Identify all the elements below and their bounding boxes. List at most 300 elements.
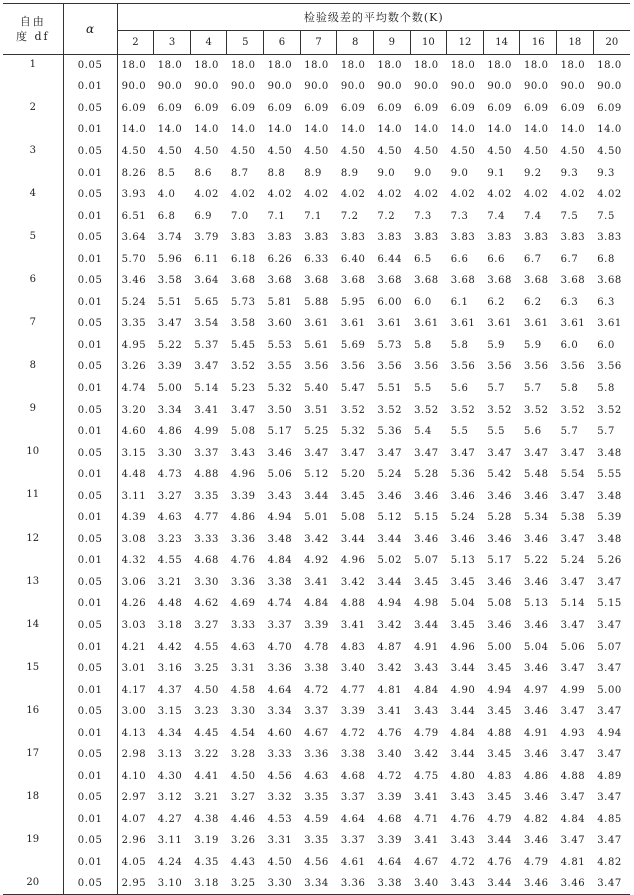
value-cell: 3.44 (304, 490, 329, 502)
value-cell: 3.46 (487, 619, 513, 631)
df-cell: 12 (3, 529, 63, 572)
value-cell: 4.02 (340, 189, 366, 201)
value-cell: 5.04 (450, 598, 476, 610)
value-cell: 6.8 (157, 210, 176, 222)
value-cell: 5.02 (377, 555, 403, 567)
value-cell: 4.84 (267, 555, 293, 567)
value-cell: 4.50 (523, 145, 549, 157)
value-cell: 4.84 (450, 727, 476, 739)
value-cell: 90.0 (304, 81, 329, 93)
value-cell: 3.36 (304, 749, 329, 761)
alpha-cell: 0.01 (63, 464, 117, 486)
value-cell: 3.93 (121, 189, 147, 201)
value-cell: 4.68 (194, 555, 220, 567)
value-cell: 3.43 (267, 490, 293, 502)
value-cell: 3.41 (414, 835, 439, 847)
table-row (3, 679, 630, 701)
value-cell: 18.0 (304, 60, 329, 72)
value-cell: 3.44 (377, 576, 403, 588)
value-cell: 7.1 (304, 210, 322, 222)
value-cell: 3.23 (194, 706, 220, 718)
value-cell: 7.4 (487, 210, 506, 222)
value-cell: 3.83 (267, 232, 293, 244)
value-cell: 5.14 (194, 382, 220, 394)
value-cell: 3.06 (121, 576, 147, 588)
value-cell: 3.47 (560, 576, 586, 588)
value-cell: 4.63 (230, 641, 256, 653)
value-cell: 8.9 (304, 167, 322, 179)
value-cell: 3.12 (157, 792, 183, 804)
value-cell: 3.18 (190, 873, 227, 895)
value-cell: 4.88 (194, 469, 220, 481)
value-cell: 5.28 (487, 512, 513, 524)
value-cell: 3.46 (523, 749, 549, 761)
value-cell: 3.30 (264, 873, 301, 895)
value-cell: 4.94 (377, 598, 403, 610)
value-cell: 3.39 (157, 361, 183, 373)
value-cell: 4.94 (487, 684, 513, 696)
value-cell: 4.84 (414, 684, 439, 696)
value-cell: 3.46 (523, 576, 549, 588)
value-cell: 4.93 (560, 727, 586, 739)
value-cell: 4.17 (121, 684, 147, 696)
value-cell: 3.47 (560, 619, 586, 631)
table-row (3, 701, 630, 723)
value-cell: 3.83 (597, 232, 622, 244)
value-cell: 6.09 (414, 102, 439, 114)
value-cell: 6.09 (450, 102, 476, 114)
value-cell: 3.42 (304, 533, 329, 545)
k-value-header: 9 (373, 31, 410, 55)
value-cell: 2.96 (121, 835, 147, 847)
value-cell: 5.53 (267, 339, 293, 351)
value-cell: 7.2 (340, 210, 359, 222)
value-cell: 3.83 (304, 232, 329, 244)
value-cell: 5.54 (560, 469, 586, 481)
value-cell: 3.46 (520, 873, 557, 895)
value-cell: 5.7 (560, 426, 579, 438)
value-cell: 4.92 (304, 555, 329, 567)
table-row (3, 722, 630, 744)
value-cell: 5.5 (414, 382, 432, 394)
value-cell: 4.07 (121, 813, 147, 825)
value-cell: 3.43 (230, 447, 256, 459)
table-row (3, 98, 630, 120)
value-cell: 5.24 (121, 296, 147, 308)
df-cell: 17 (3, 744, 63, 787)
value-cell: 6.3 (560, 296, 579, 308)
table-row (3, 744, 630, 766)
value-cell: 90.0 (230, 81, 256, 93)
value-cell: 4.78 (304, 641, 329, 653)
value-cell: 5.25 (304, 426, 329, 438)
alpha-cell: 0.05 (63, 270, 117, 292)
value-cell: 3.33 (194, 533, 220, 545)
value-cell: 3.33 (267, 749, 293, 761)
value-cell: 3.44 (483, 873, 520, 895)
value-cell: 5.24 (450, 512, 476, 524)
value-cell: 18.0 (560, 60, 586, 72)
value-cell: 5.40 (304, 382, 329, 394)
value-cell: 3.18 (157, 619, 183, 631)
value-cell: 3.13 (157, 749, 183, 761)
value-cell: 5.51 (157, 296, 183, 308)
value-cell: 4.87 (377, 641, 403, 653)
value-cell: 5.08 (340, 512, 366, 524)
value-cell: 3.58 (157, 275, 183, 287)
value-cell: 4.50 (267, 145, 293, 157)
value-cell: 3.47 (414, 447, 439, 459)
value-cell: 90.0 (597, 81, 622, 93)
value-cell: 3.48 (597, 533, 622, 545)
value-cell: 4.02 (450, 189, 476, 201)
table-row (3, 572, 630, 594)
table-row (3, 292, 630, 314)
value-cell: 4.50 (597, 145, 622, 157)
value-cell: 6.7 (523, 253, 542, 265)
value-cell: 3.27 (157, 490, 183, 502)
value-cell: 5.17 (487, 555, 513, 567)
value-cell: 3.35 (304, 835, 329, 847)
value-cell: 4.59 (304, 813, 329, 825)
value-cell: 4.55 (157, 555, 183, 567)
table-row (3, 270, 630, 292)
value-cell: 5.07 (597, 641, 622, 653)
value-cell: 5.24 (377, 469, 403, 481)
value-cell: 3.44 (377, 533, 403, 545)
value-cell: 3.83 (230, 232, 256, 244)
value-cell: 90.0 (560, 81, 586, 93)
value-cell: 3.25 (227, 873, 264, 895)
value-cell: 4.53 (267, 813, 293, 825)
value-cell: 3.45 (414, 576, 439, 588)
alpha-cell: 0.01 (63, 292, 117, 314)
value-cell: 3.47 (560, 706, 586, 718)
value-cell: 3.39 (340, 706, 366, 718)
value-cell: 3.47 (597, 792, 622, 804)
value-cell: 4.77 (340, 684, 366, 696)
value-cell: 6.0 (414, 296, 432, 308)
value-cell: 4.72 (304, 684, 329, 696)
alpha-cell: 0.05 (63, 830, 117, 852)
value-cell: 5.24 (560, 555, 586, 567)
value-cell: 3.51 (304, 404, 329, 416)
df-cell: 8 (3, 356, 63, 399)
k-caption: 检验级差的平均数个数(K) (117, 4, 630, 31)
value-cell: 5.73 (377, 339, 403, 351)
value-cell: 3.61 (560, 318, 586, 330)
value-cell: 6.2 (487, 296, 506, 308)
value-cell: 4.50 (267, 857, 293, 868)
value-cell: 4.94 (597, 727, 622, 739)
df-cell: 15 (3, 658, 63, 701)
alpha-cell: 0.01 (63, 593, 117, 615)
value-cell: 9.0 (414, 167, 432, 179)
value-cell: 5.69 (340, 339, 366, 351)
value-cell: 3.68 (523, 275, 549, 287)
value-cell: 5.26 (597, 555, 622, 567)
value-cell: 5.61 (304, 339, 329, 351)
table-row (3, 205, 630, 227)
table-row (3, 830, 630, 852)
k-value-header: 12 (447, 31, 484, 55)
table-row (3, 464, 630, 486)
value-cell: 3.46 (121, 275, 147, 287)
value-cell: 4.02 (523, 189, 549, 201)
value-cell: 3.44 (414, 619, 439, 631)
value-cell: 4.89 (597, 770, 622, 782)
value-cell: 4.76 (450, 813, 476, 825)
value-cell: 14.0 (157, 124, 183, 136)
alpha-cell: 0.01 (63, 162, 117, 184)
value-cell: 4.60 (121, 426, 147, 438)
value-cell: 9.0 (377, 167, 396, 179)
value-cell: 4.21 (121, 641, 147, 653)
alpha-cell: 0.05 (63, 98, 117, 120)
value-cell: 8.5 (157, 167, 176, 179)
value-cell: 3.42 (377, 619, 403, 631)
value-cell: 4.42 (157, 641, 183, 653)
value-cell: 3.61 (597, 318, 622, 330)
value-cell: 3.39 (377, 835, 403, 847)
alpha-cell: 0.05 (63, 873, 117, 895)
value-cell: 3.21 (157, 576, 183, 588)
value-cell: 5.6 (450, 382, 469, 394)
value-cell: 4.41 (194, 770, 220, 782)
value-cell: 3.61 (304, 318, 329, 330)
value-cell: 5.8 (414, 339, 432, 351)
alpha-cell: 0.01 (63, 809, 117, 831)
value-cell: 4.50 (121, 145, 147, 157)
value-cell: 6.00 (377, 296, 403, 308)
value-cell: 7.3 (450, 210, 469, 222)
value-cell: 9.3 (560, 167, 579, 179)
table-row (3, 162, 630, 184)
value-cell: 3.47 (194, 361, 220, 373)
df-cell: 4 (3, 184, 63, 227)
value-cell: 3.83 (414, 232, 439, 244)
value-cell: 6.44 (377, 253, 403, 265)
value-cell: 4.84 (304, 598, 329, 610)
df-cell: 1 (3, 55, 63, 98)
table-row (3, 852, 630, 874)
value-cell: 5.55 (597, 469, 622, 481)
table-row (3, 442, 630, 464)
table-row (3, 809, 630, 831)
value-cell: 4.56 (267, 770, 293, 782)
value-cell: 3.08 (121, 533, 147, 545)
value-cell: 5.23 (230, 382, 256, 394)
value-cell: 3.43 (450, 835, 476, 847)
value-cell: 3.40 (377, 749, 403, 761)
value-cell: 14.0 (194, 124, 220, 136)
value-cell: 5.34 (523, 512, 549, 524)
value-cell: 5.36 (450, 469, 476, 481)
value-cell: 3.60 (267, 318, 293, 330)
value-cell: 3.46 (267, 447, 293, 459)
alpha-column-header: α (63, 4, 117, 55)
value-cell: 6.11 (194, 253, 220, 265)
value-cell: 3.48 (267, 533, 293, 545)
value-cell: 3.52 (597, 404, 622, 416)
value-cell: 3.56 (450, 361, 476, 373)
value-cell: 3.56 (377, 361, 403, 373)
value-cell: 5.8 (597, 382, 615, 394)
value-cell: 3.39 (304, 619, 329, 631)
table-body (3, 55, 630, 895)
table-row (3, 55, 630, 77)
value-cell: 3.11 (157, 835, 183, 847)
k-value-header: 8 (337, 31, 374, 55)
value-cell: 3.28 (230, 749, 256, 761)
alpha-cell: 0.05 (63, 399, 117, 421)
value-cell: 3.30 (194, 576, 220, 588)
k-value-header: 18 (557, 31, 594, 55)
value-cell: 3.68 (304, 275, 329, 287)
value-cell: 5.13 (523, 598, 549, 610)
value-cell: 5.70 (121, 253, 147, 265)
value-cell: 5.06 (560, 641, 586, 653)
table-row (3, 507, 630, 529)
value-cell: 4.39 (121, 512, 147, 524)
value-cell: 5.07 (414, 555, 439, 567)
value-cell: 5.08 (487, 598, 513, 610)
alpha-cell: 0.05 (63, 485, 117, 507)
table-row (3, 399, 630, 421)
value-cell: 3.45 (487, 663, 513, 675)
value-cell: 5.12 (377, 512, 403, 524)
alpha-cell: 0.05 (63, 787, 117, 809)
value-cell: 6.5 (414, 253, 432, 265)
value-cell: 4.62 (194, 598, 220, 610)
value-cell: 3.36 (337, 873, 374, 895)
value-cell: 4.67 (304, 727, 329, 739)
value-cell: 5.39 (597, 512, 622, 524)
value-cell: 5.38 (560, 512, 586, 524)
value-cell: 3.46 (450, 490, 476, 502)
value-cell: 14.0 (450, 124, 476, 136)
alpha-cell: 0.05 (63, 227, 117, 249)
value-cell: 7.5 (597, 210, 615, 222)
value-cell: 3.41 (414, 792, 439, 804)
value-cell: 3.61 (450, 318, 476, 330)
value-cell: 7.1 (267, 210, 286, 222)
value-cell: 3.31 (267, 835, 293, 847)
value-cell: 5.17 (267, 426, 293, 438)
value-cell: 3.41 (304, 576, 329, 588)
value-cell: 3.52 (523, 404, 549, 416)
value-cell: 3.15 (121, 447, 147, 459)
value-cell: 3.45 (487, 706, 513, 718)
value-cell: 3.26 (121, 361, 147, 373)
value-cell: 3.68 (450, 275, 476, 287)
value-cell: 5.42 (487, 469, 513, 481)
value-cell: 90.0 (267, 81, 293, 93)
value-cell: 4.72 (450, 857, 476, 868)
value-cell: 4.71 (414, 813, 439, 825)
value-cell: 3.48 (597, 490, 622, 502)
value-cell: 3.37 (194, 447, 220, 459)
value-cell: 6.09 (523, 102, 549, 114)
value-cell: 6.09 (230, 102, 256, 114)
value-cell: 4.02 (194, 189, 220, 201)
alpha-cell: 0.01 (63, 421, 117, 443)
value-cell: 4.50 (377, 145, 403, 157)
value-cell: 3.36 (267, 663, 293, 675)
value-cell: 3.46 (414, 533, 439, 545)
value-cell: 5.9 (487, 339, 506, 351)
value-cell: 3.52 (560, 404, 586, 416)
value-cell: 3.31 (230, 663, 256, 675)
value-cell: 4.50 (414, 145, 439, 157)
value-cell: 3.00 (121, 706, 147, 718)
df-column-header (3, 4, 63, 55)
value-cell: 14.0 (230, 124, 256, 136)
value-cell: 4.38 (194, 813, 220, 825)
value-cell: 18.0 (230, 60, 256, 72)
value-cell: 3.68 (487, 275, 513, 287)
value-cell: 6.09 (194, 102, 220, 114)
value-cell: 3.42 (340, 576, 366, 588)
value-cell: 6.09 (377, 102, 403, 114)
value-cell: 4.63 (157, 512, 183, 524)
table-row (3, 593, 630, 615)
value-cell: 14.0 (523, 124, 549, 136)
value-cell: 7.5 (560, 210, 579, 222)
value-cell: 5.8 (450, 339, 469, 351)
value-cell: 4.77 (194, 512, 220, 524)
value-cell: 4.90 (450, 684, 476, 696)
value-cell: 3.30 (157, 447, 183, 459)
value-cell: 2.97 (121, 792, 147, 804)
value-cell: 3.46 (523, 619, 549, 631)
value-cell: 3.61 (340, 318, 366, 330)
value-cell: 6.6 (450, 253, 469, 265)
value-cell: 6.9 (194, 210, 213, 222)
alpha-cell: 0.01 (63, 550, 117, 572)
value-cell: 5.32 (267, 382, 293, 394)
value-cell: 5.12 (304, 469, 329, 481)
value-cell: 3.46 (557, 873, 594, 895)
value-cell: 3.47 (304, 447, 329, 459)
value-cell: 3.56 (340, 361, 366, 373)
value-cell: 4.88 (560, 770, 586, 782)
value-cell: 4.74 (121, 382, 147, 394)
table-row (3, 141, 630, 163)
value-cell: 90.0 (157, 81, 183, 93)
table-row (3, 335, 630, 357)
table-row (3, 248, 630, 270)
value-cell: 5.20 (340, 469, 366, 481)
df-cell: 9 (3, 399, 63, 442)
value-cell: 3.47 (597, 749, 622, 761)
value-cell: 6.7 (560, 253, 579, 265)
value-cell: 3.22 (194, 749, 220, 761)
value-cell: 3.83 (340, 232, 366, 244)
value-cell: 3.45 (450, 619, 476, 631)
value-cell: 4.79 (487, 813, 513, 825)
value-cell: 6.09 (597, 102, 622, 114)
value-cell: 3.34 (300, 873, 337, 895)
value-cell: 90.0 (340, 81, 366, 93)
value-cell: 4.95 (121, 339, 147, 351)
value-cell: 3.64 (121, 232, 147, 244)
value-cell: 3.47 (597, 619, 622, 631)
value-cell: 3.21 (194, 792, 220, 804)
value-cell: 90.0 (487, 81, 513, 93)
value-cell: 4.75 (414, 770, 439, 782)
value-cell: 5.96 (157, 253, 183, 265)
